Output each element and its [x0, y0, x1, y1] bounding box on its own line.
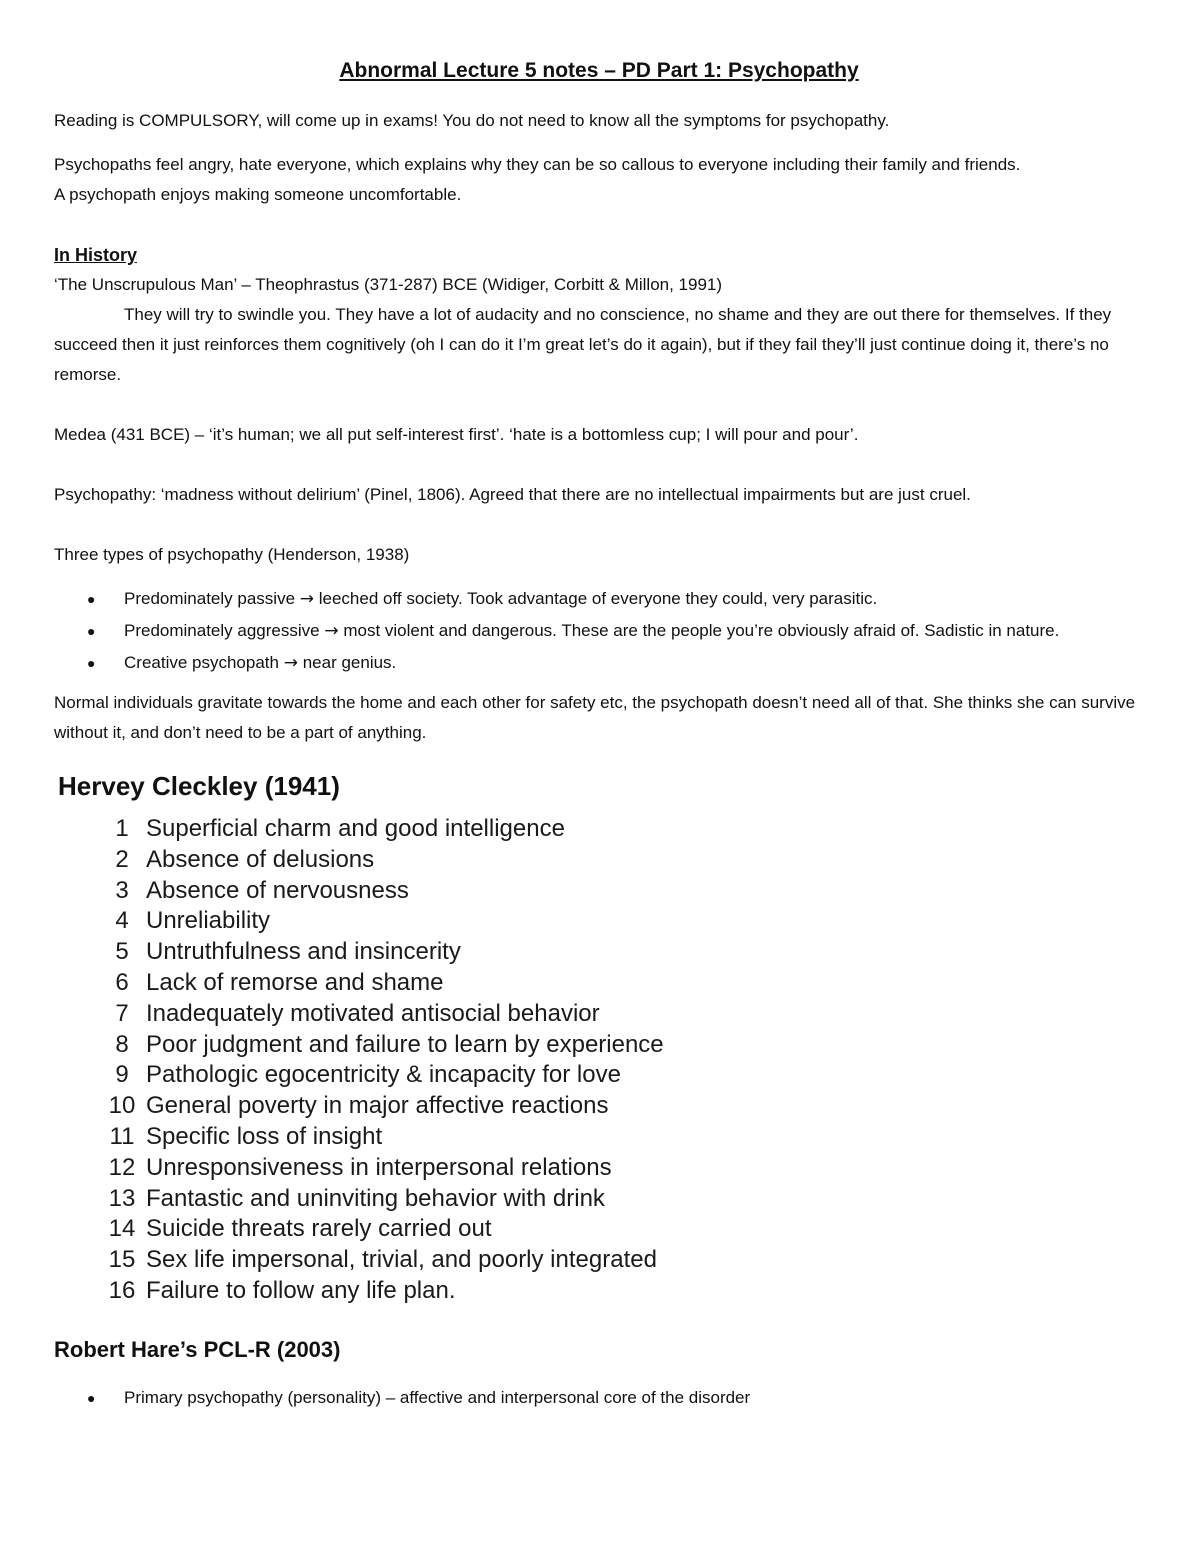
- cleckley-item-text: Superficial charm and good intelligence: [146, 815, 565, 842]
- type-desc: near genius.: [302, 653, 397, 672]
- cleckley-item-number-cell: [54, 876, 146, 907]
- cleckley-item: [54, 876, 1144, 907]
- cleckley-item-number: 1: [115, 815, 129, 842]
- list-item: [54, 616, 1144, 646]
- cleckley-item: [54, 999, 1144, 1030]
- cleckley-item: [54, 1245, 1144, 1276]
- bullet-icon: ●: [87, 1389, 96, 1406]
- cleckley-item-text: Absence of nervousness: [146, 876, 409, 904]
- cleckley-item-text: Sex life impersonal, trivial, and poorly integrated: [146, 1246, 657, 1274]
- cleckley-figure: [54, 770, 1144, 1307]
- cleckley-item-number-cell: [54, 937, 146, 968]
- type-desc: leeched off society. Took advantage of everyone they could, very parasitic.: [318, 589, 878, 608]
- cleckley-item-number: 13: [108, 1184, 136, 1212]
- document-page: [54, 56, 1144, 1415]
- medea-quote: Medea (431 BCE) – ‘it’s human; we all put self-interest first’. ‘hate is a bottomless cup; I will pour and pour’.: [54, 425, 859, 444]
- hare-list: [54, 1383, 1144, 1413]
- psychopathy-types-list: [54, 584, 1144, 678]
- cleckley-item-number: 7: [115, 999, 129, 1027]
- cleckley-item-text: Fantastic and uninviting behavior with drink: [146, 1184, 605, 1212]
- intro-angry: Psychopaths feel angry, hate everyone, which explains why they can be so callous to everyone including their family and friends.: [54, 155, 1021, 174]
- bullet-icon: ●: [87, 623, 96, 639]
- cleckley-item-text: Poor judgment and failure to learn by experience: [146, 1030, 664, 1058]
- cleckley-item-number: 12: [108, 1153, 136, 1181]
- cleckley-item-number-cell: [54, 906, 146, 937]
- cleckley-item-number-cell: [54, 1276, 146, 1307]
- cleckley-item-text: Absence of delusions: [146, 845, 375, 873]
- cleckley-item-number-cell: [54, 1214, 146, 1245]
- cleckley-item-text: Specific loss of insight: [146, 1122, 383, 1150]
- bullet-icon: ●: [87, 591, 96, 607]
- cleckley-item: [54, 845, 1144, 876]
- hare-item-text: Primary psychopathy (personality) – affective and interpersonal core of the disorder: [124, 1387, 751, 1407]
- type-name: Predominately aggressive: [124, 621, 320, 640]
- cleckley-item: [54, 1060, 1144, 1091]
- cleckley-item: [54, 906, 1144, 937]
- henderson-heading: Three types of psychopathy (Henderson, 1938): [54, 545, 410, 564]
- cleckley-item: [54, 937, 1144, 968]
- cleckley-item-text: General poverty in major affective reactions: [146, 1092, 609, 1120]
- cleckley-item-number: 2: [115, 845, 129, 873]
- cleckley-item-number: 9: [115, 1061, 129, 1089]
- cleckley-item-number: 3: [115, 876, 129, 904]
- cleckley-item-number: 6: [115, 968, 129, 996]
- cleckley-item-text: Unreliability: [146, 907, 271, 935]
- cleckley-item-number-cell: [54, 814, 146, 845]
- cleckley-title: Hervey Cleckley (1941): [58, 771, 340, 801]
- normal-individuals-paragraph: Normal individuals gravitate towards the home and each other for safety etc, the psychopath doesn’t need all of that. She thinks she can survive without it, and don’t need to be a part of anything.: [54, 693, 1136, 742]
- cleckley-item-number-cell: [54, 845, 146, 876]
- list-item: [54, 584, 1144, 614]
- cleckley-item-text: Pathologic egocentricity & incapacity for love: [146, 1061, 621, 1089]
- cleckley-item-number: 14: [108, 1215, 136, 1243]
- arrow-right-icon: →: [324, 621, 339, 641]
- unscrupulous-man: ‘The Unscrupulous Man’ – Theophrastus (371-287) BCE (Widiger, Corbitt & Millon, 1991): [54, 275, 723, 294]
- cleckley-item-text: Suicide threats rarely carried out: [146, 1215, 492, 1243]
- cleckley-item-text: Lack of remorse and shame: [146, 968, 444, 996]
- cleckley-item-number: 11: [109, 1122, 135, 1150]
- cleckley-item-number-cell: [54, 1060, 146, 1091]
- cleckley-item-number-cell: [54, 1184, 146, 1215]
- bullet-icon: ●: [87, 655, 96, 671]
- cleckley-item-text: Failure to follow any life plan.: [146, 1276, 456, 1304]
- cleckley-item-text: Unresponsiveness in interpersonal relations: [146, 1153, 612, 1181]
- cleckley-item-number: 8: [115, 1030, 129, 1058]
- history-heading: In History: [54, 245, 138, 265]
- type-name: Creative psychopath: [124, 653, 279, 672]
- cleckley-item: [54, 1153, 1144, 1184]
- cleckley-item-number-cell: [54, 1153, 146, 1184]
- cleckley-item: [54, 1091, 1144, 1122]
- cleckley-item: [54, 814, 1144, 845]
- intro-uncomfortable: A psychopath enjoys making someone uncomfortable.: [54, 185, 462, 204]
- type-desc: most violent and dangerous. These are the people you’re obviously afraid of. Sadistic in nature.: [343, 621, 1060, 640]
- cleckley-item-number: 5: [115, 938, 129, 966]
- cleckley-item: [54, 1184, 1144, 1215]
- cleckley-item-text: Inadequately motivated antisocial behavior: [146, 999, 600, 1027]
- cleckley-item-number: 15: [108, 1246, 136, 1274]
- cleckley-item: [54, 1122, 1144, 1153]
- pinel-quote: Psychopathy: ‘madness without delirium’ (Pinel, 1806). Agreed that there are no intellectual impairments but are just cruel.: [54, 485, 971, 504]
- cleckley-item-number-cell: [54, 1091, 146, 1122]
- list-item: [54, 648, 1144, 678]
- cleckley-item-number: 4: [115, 907, 129, 935]
- arrow-right-icon: →: [283, 653, 298, 673]
- list-item: [54, 1383, 1144, 1413]
- cleckley-item-text: Untruthfulness and insincerity: [146, 938, 461, 966]
- intro-compulsory: Reading is COMPULSORY, will come up in exams! You do not need to know all the symptoms for psychopathy.: [54, 111, 890, 130]
- cleckley-item: [54, 1030, 1144, 1061]
- cleckley-item: [54, 968, 1144, 999]
- cleckley-item-number-cell: [54, 1122, 146, 1153]
- arrow-right-icon: →: [299, 589, 315, 609]
- cleckley-list: [54, 814, 1144, 1307]
- cleckley-item-number: 10: [108, 1092, 136, 1120]
- cleckley-item-number-cell: [54, 999, 146, 1030]
- cleckley-item: [54, 1214, 1144, 1245]
- page-title: Abnormal Lecture 5 notes – PD Part 1: Psychopathy: [339, 59, 859, 82]
- cleckley-item: [54, 1276, 1144, 1307]
- type-name: Predominately passive: [124, 589, 296, 608]
- hare-title: Robert Hare’s PCL-R (2003): [54, 1336, 341, 1362]
- swindle-paragraph: They will try to swindle you. They have a lot of audacity and no conscience, no shame and they are out there for themselves. If they succeed then it just reinforces them cognitively (oh I can do it I’m great let’s do it again), but if they fail they’ll just continue doing it, there’s no remorse.: [54, 305, 1112, 384]
- cleckley-item-number-cell: [54, 1030, 146, 1061]
- cleckley-item-number: 16: [108, 1276, 136, 1304]
- cleckley-item-number-cell: [54, 968, 146, 999]
- cleckley-item-number-cell: [54, 1245, 146, 1276]
